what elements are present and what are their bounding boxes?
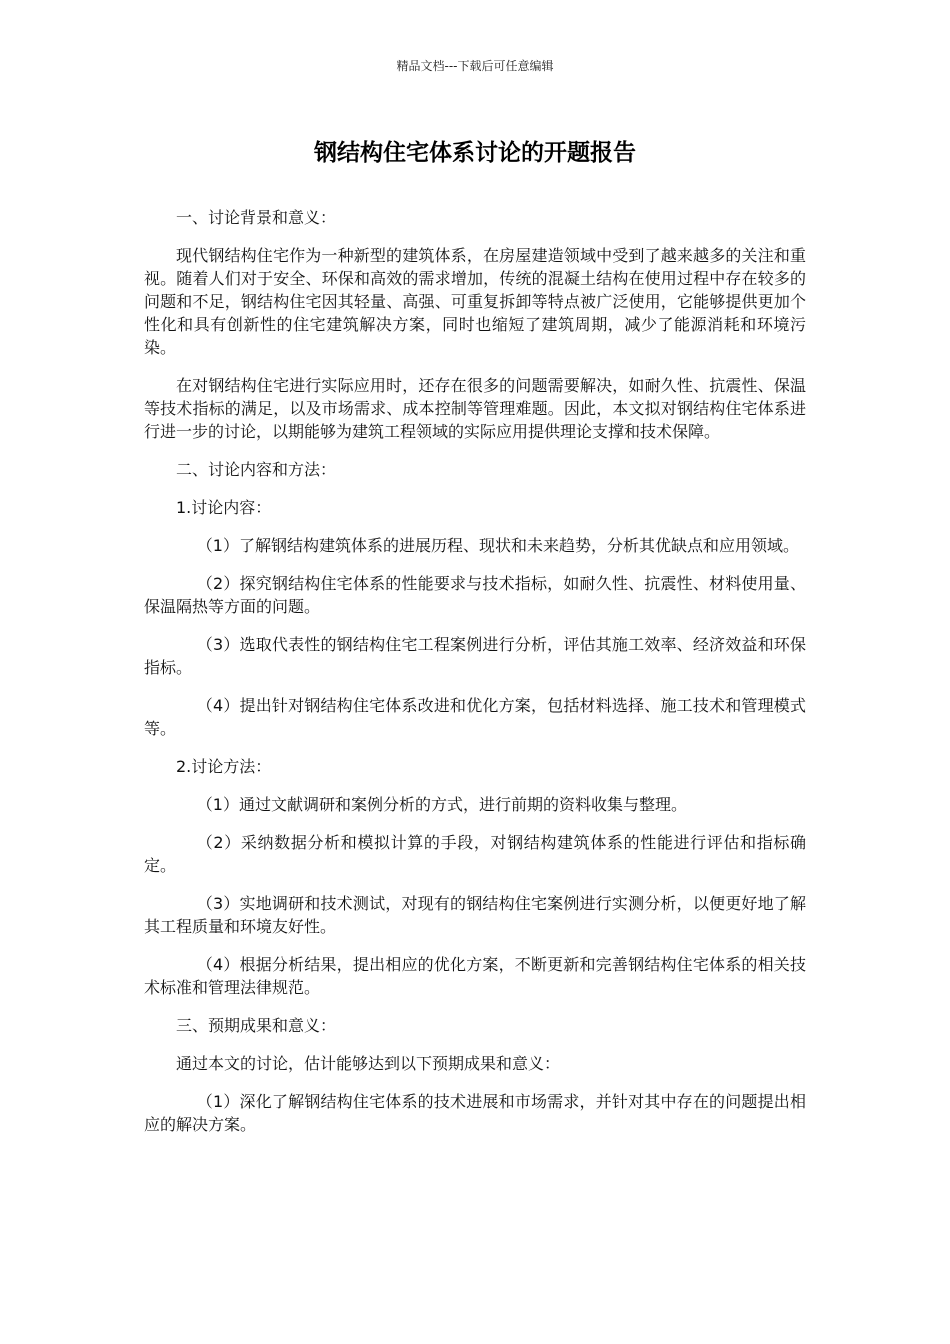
list-item: （3）实地调研和技术测试，对现有的钢结构住宅案例进行实测分析，以便更好地了解其工程质量和环境友好性。 (144, 894, 806, 936)
list-item: （4）提出针对钢结构住宅体系改进和优化方案，包括材料选择、施工技术和管理模式等。 (144, 696, 806, 738)
body-paragraph: 通过本文的讨论，估计能够达到以下预期成果和意义： (176, 1054, 561, 1073)
section-heading: 一、讨论背景和意义： (176, 208, 337, 227)
document-body (144, 206, 806, 1151)
list-item: （3）选取代表性的钢结构住宅工程案例进行分析，评估其施工效率、经济效益和环保指标。 (144, 635, 806, 677)
section-heading: 三、预期成果和意义： (176, 1016, 337, 1035)
list-item: （2）采纳数据分析和模拟计算的手段，对钢结构建筑体系的性能进行评估和指标确定。 (144, 833, 806, 875)
list-item: （1）通过文献调研和案例分析的方式，进行前期的资料收集与整理。 (196, 795, 687, 814)
document-title: 钢结构住宅体系讨论的开题报告 (314, 140, 636, 166)
header-note: 精品文档---下载后可任意编辑 (396, 59, 554, 73)
list-item: （4）根据分析结果，提出相应的优化方案，不断更新和完善钢结构住宅体系的相关技术标准和管理法律规范。 (144, 955, 806, 997)
list-item: （2）探究钢结构住宅体系的性能要求与技术指标，如耐久性、抗震性、材料使用量、保温隔热等方面的问题。 (144, 574, 806, 616)
subsection-heading: 1.讨论内容： (176, 498, 272, 517)
section-heading: 二、讨论内容和方法： (176, 460, 337, 479)
list-item: （1）深化了解钢结构住宅体系的技术进展和市场需求，并针对其中存在的问题提出相应的解决方案。 (144, 1092, 806, 1134)
body-paragraph: 在对钢结构住宅进行实际应用时，还存在很多的问题需要解决，如耐久性、抗震性、保温等技术指标的满足，以及市场需求、成本控制等管理难题。因此，本文拟对钢结构住宅体系进行进一步的讨论，以期能够为建筑工程领域的实际应用提供理论支撑和技术保障。 (144, 376, 806, 441)
list-item: （1）了解钢结构建筑体系的进展历程、现状和未来趋势，分析其优缺点和应用领域。 (196, 536, 799, 555)
body-paragraph: 现代钢结构住宅作为一种新型的建筑体系，在房屋建造领域中受到了越来越多的关注和重视。随着人们对于安全、环保和高效的需求增加，传统的混凝土结构在使用过程中存在较多的问题和不足，钢结构住宅因其轻量、高强、可重复拆卸等特点被广泛使用，它能够提供更加个性化和具有创新性的住宅建筑解决方案，同时也缩短了建筑周期，减少了能源消耗和环境污染。 (144, 246, 806, 357)
subsection-heading: 2.讨论方法： (176, 757, 272, 776)
